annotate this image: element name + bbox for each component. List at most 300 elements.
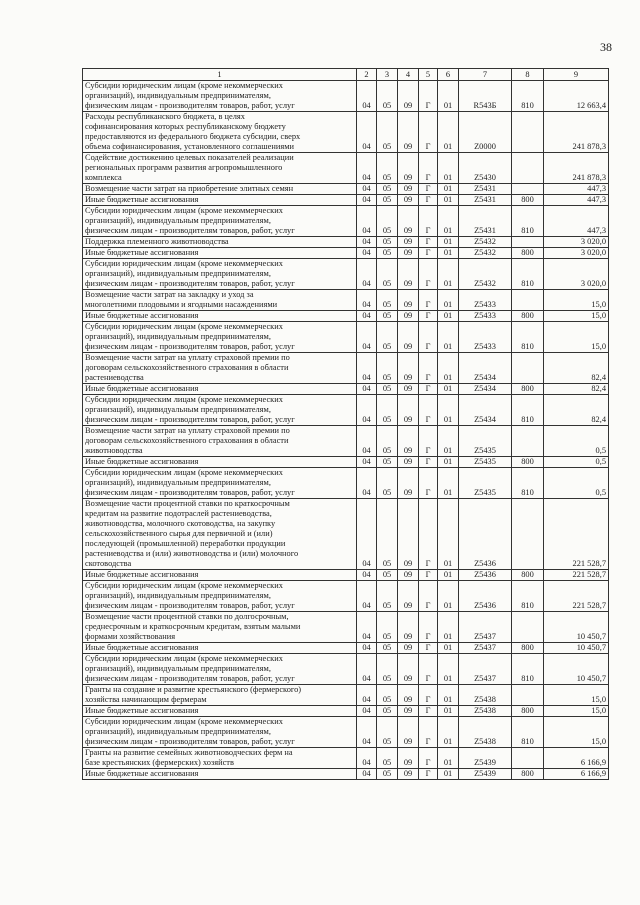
expense-type-cell: [512, 184, 544, 195]
expense-type-cell: 800: [512, 195, 544, 206]
code-cell: 04: [357, 322, 377, 353]
row-name-cell: Гранты на создание и развитие крестьянского (фермерского) хозяйства начинающим фермерам: [83, 685, 357, 706]
code-cell: 05: [377, 499, 398, 570]
row-name-cell: Иные бюджетные ассигнования: [83, 769, 357, 780]
amount-cell: 10 450,7: [544, 612, 609, 643]
code-cell: 09: [398, 769, 419, 780]
code-cell: 04: [357, 748, 377, 769]
code-cell: 09: [398, 184, 419, 195]
code-cell: 09: [398, 468, 419, 499]
row-name-cell: Возмещение части затрат на закладку и уход за многолетними плодовыми и ягодными насаждениями: [83, 290, 357, 311]
table-row: [83, 706, 609, 717]
code-cell: 04: [357, 290, 377, 311]
code-cell: 01: [438, 717, 459, 748]
amount-cell: 3 020,0: [544, 259, 609, 290]
row-name-cell: Субсидии юридическим лицам (кроме некоммерческих организаций), индивидуальным предпринимателям, физическим лицам - производителям товаров, работ, услуг: [83, 581, 357, 612]
expense-type-cell: 800: [512, 457, 544, 468]
row-name-cell: Субсидии юридическим лицам (кроме некоммерческих организаций), индивидуальным предпринимателям, физическим лицам - производителям товаров, работ, услуг: [83, 717, 357, 748]
table-row: [83, 81, 609, 112]
code-cell: Г: [419, 237, 438, 248]
code-cell: 05: [377, 654, 398, 685]
code-cell: 01: [438, 384, 459, 395]
code-cell: Г: [419, 769, 438, 780]
code-cell: 04: [357, 184, 377, 195]
table-body: [83, 81, 609, 780]
code-cell: 09: [398, 384, 419, 395]
target-code-cell: Z5436: [459, 499, 512, 570]
expense-type-cell: 800: [512, 643, 544, 654]
code-cell: 05: [377, 581, 398, 612]
row-name-cell: Возмещение части процентной ставки по долгосрочным, среднесрочным и краткосрочным кредитам, взятым малыми формами хозяйствования: [83, 612, 357, 643]
code-cell: 05: [377, 384, 398, 395]
column-header: 7: [459, 69, 512, 81]
target-code-cell: Z5431: [459, 184, 512, 195]
code-cell: 09: [398, 457, 419, 468]
table-row: [83, 237, 609, 248]
code-cell: Г: [419, 612, 438, 643]
code-cell: 04: [357, 237, 377, 248]
row-name-cell: Иные бюджетные ассигнования: [83, 643, 357, 654]
row-name-cell: Иные бюджетные ассигнования: [83, 570, 357, 581]
code-cell: Г: [419, 384, 438, 395]
amount-cell: 15,0: [544, 717, 609, 748]
row-name-cell: Возмещение части процентной ставки по краткосрочным кредитам на развитие подотраслей растениеводства, животноводства, молочного скотоводства, на закупку сельскохозяйственного сырья для первичной и (или) последующей (промышленной) переработки продукции растениеводства и (или) животноводства и (или) молочного скотоводства: [83, 499, 357, 570]
table-row: [83, 195, 609, 206]
target-code-cell: Z5437: [459, 612, 512, 643]
code-cell: 09: [398, 717, 419, 748]
amount-cell: 241 878,3: [544, 153, 609, 184]
code-cell: 01: [438, 468, 459, 499]
amount-cell: 0,5: [544, 426, 609, 457]
table-row: [83, 206, 609, 237]
amount-cell: 0,5: [544, 468, 609, 499]
amount-cell: 15,0: [544, 706, 609, 717]
code-cell: 04: [357, 353, 377, 384]
code-cell: Г: [419, 499, 438, 570]
target-code-cell: Z5430: [459, 153, 512, 184]
code-cell: Г: [419, 311, 438, 322]
table-row: [83, 468, 609, 499]
expense-type-cell: [512, 748, 544, 769]
code-cell: Г: [419, 706, 438, 717]
target-code-cell: Z5434: [459, 353, 512, 384]
code-cell: 04: [357, 384, 377, 395]
code-cell: Г: [419, 290, 438, 311]
expense-type-cell: 810: [512, 322, 544, 353]
target-code-cell: Z5432: [459, 259, 512, 290]
code-cell: 09: [398, 581, 419, 612]
code-cell: 01: [438, 322, 459, 353]
code-cell: 09: [398, 112, 419, 153]
code-cell: 04: [357, 769, 377, 780]
code-cell: 04: [357, 153, 377, 184]
table-row: [83, 570, 609, 581]
row-name-cell: Иные бюджетные ассигнования: [83, 248, 357, 259]
code-cell: 09: [398, 353, 419, 384]
target-code-cell: Z5436: [459, 570, 512, 581]
expense-type-cell: 800: [512, 248, 544, 259]
code-cell: 05: [377, 426, 398, 457]
target-code-cell: Z5433: [459, 322, 512, 353]
code-cell: 01: [438, 395, 459, 426]
code-cell: 01: [438, 769, 459, 780]
code-cell: 01: [438, 195, 459, 206]
amount-cell: 82,4: [544, 353, 609, 384]
row-name-cell: Возмещение части затрат на уплату страховой премии по договорам сельскохозяйственного страхования в области животноводства: [83, 426, 357, 457]
code-cell: 09: [398, 311, 419, 322]
expense-type-cell: 810: [512, 259, 544, 290]
code-cell: 09: [398, 290, 419, 311]
row-name-cell: Гранты на развитие семейных животноводческих ферм на базе крестьянских (фермерских) хозяйств: [83, 748, 357, 769]
code-cell: 01: [438, 311, 459, 322]
code-cell: 04: [357, 248, 377, 259]
code-cell: Г: [419, 195, 438, 206]
table-row: [83, 322, 609, 353]
amount-cell: 15,0: [544, 290, 609, 311]
amount-cell: 82,4: [544, 384, 609, 395]
code-cell: Г: [419, 717, 438, 748]
table-row: [83, 717, 609, 748]
target-code-cell: Z5437: [459, 654, 512, 685]
code-cell: 09: [398, 570, 419, 581]
code-cell: 01: [438, 290, 459, 311]
expense-type-cell: 810: [512, 581, 544, 612]
code-cell: 05: [377, 290, 398, 311]
code-cell: 05: [377, 395, 398, 426]
code-cell: Г: [419, 112, 438, 153]
table-row: [83, 499, 609, 570]
expense-type-cell: [512, 237, 544, 248]
code-cell: Г: [419, 457, 438, 468]
expense-type-cell: 800: [512, 570, 544, 581]
table-row: [83, 353, 609, 384]
code-cell: 01: [438, 654, 459, 685]
code-cell: 05: [377, 184, 398, 195]
code-cell: 01: [438, 237, 459, 248]
target-code-cell: Z5431: [459, 195, 512, 206]
amount-cell: 6 166,9: [544, 748, 609, 769]
amount-cell: 82,4: [544, 395, 609, 426]
code-cell: Г: [419, 353, 438, 384]
expense-type-cell: [512, 612, 544, 643]
code-cell: 01: [438, 570, 459, 581]
amount-cell: 447,3: [544, 195, 609, 206]
expense-type-cell: 810: [512, 395, 544, 426]
target-code-cell: Z5438: [459, 706, 512, 717]
row-name-cell: Субсидии юридическим лицам (кроме некоммерческих организаций), индивидуальным предпринимателям, физическим лицам - производителям товаров, работ, услуг: [83, 654, 357, 685]
code-cell: 05: [377, 769, 398, 780]
expense-type-cell: 800: [512, 311, 544, 322]
header-row: [83, 69, 609, 81]
code-cell: 05: [377, 468, 398, 499]
expense-type-cell: 810: [512, 717, 544, 748]
code-cell: 05: [377, 206, 398, 237]
code-cell: 04: [357, 468, 377, 499]
code-cell: 01: [438, 643, 459, 654]
code-cell: Г: [419, 322, 438, 353]
row-name-cell: Субсидии юридическим лицам (кроме некоммерческих организаций), индивидуальным предпринимателям, физическим лицам - производителям товаров, работ, услуг: [83, 259, 357, 290]
code-cell: 04: [357, 311, 377, 322]
code-cell: 04: [357, 81, 377, 112]
code-cell: 09: [398, 612, 419, 643]
code-cell: 01: [438, 184, 459, 195]
code-cell: 09: [398, 748, 419, 769]
code-cell: 05: [377, 717, 398, 748]
code-cell: 01: [438, 457, 459, 468]
expense-type-cell: 810: [512, 81, 544, 112]
code-cell: 04: [357, 643, 377, 654]
code-cell: Г: [419, 153, 438, 184]
code-cell: Г: [419, 581, 438, 612]
target-code-cell: R543Б: [459, 81, 512, 112]
code-cell: 05: [377, 570, 398, 581]
code-cell: Г: [419, 184, 438, 195]
table-row: [83, 748, 609, 769]
code-cell: 01: [438, 612, 459, 643]
amount-cell: 15,0: [544, 311, 609, 322]
target-code-cell: Z0000: [459, 112, 512, 153]
code-cell: 05: [377, 322, 398, 353]
row-name-cell: Субсидии юридическим лицам (кроме некоммерческих организаций), индивидуальным предпринимателям, физическим лицам - производителям товаров, работ, услуг: [83, 206, 357, 237]
target-code-cell: Z5437: [459, 643, 512, 654]
table-row: [83, 654, 609, 685]
code-cell: 09: [398, 195, 419, 206]
code-cell: 09: [398, 643, 419, 654]
code-cell: 01: [438, 259, 459, 290]
table-row: [83, 395, 609, 426]
code-cell: 09: [398, 395, 419, 426]
row-name-cell: Субсидии юридическим лицам (кроме некоммерческих организаций), индивидуальным предпринимателям, физическим лицам - производителям товаров, работ, услуг: [83, 468, 357, 499]
code-cell: 01: [438, 112, 459, 153]
amount-cell: 447,3: [544, 184, 609, 195]
code-cell: Г: [419, 654, 438, 685]
code-cell: 09: [398, 81, 419, 112]
code-cell: 01: [438, 499, 459, 570]
code-cell: 09: [398, 248, 419, 259]
code-cell: Г: [419, 206, 438, 237]
code-cell: 04: [357, 259, 377, 290]
code-cell: 05: [377, 353, 398, 384]
expense-type-cell: [512, 153, 544, 184]
amount-cell: 447,3: [544, 206, 609, 237]
expense-type-cell: [512, 685, 544, 706]
amount-cell: 3 020,0: [544, 237, 609, 248]
amount-cell: 10 450,7: [544, 643, 609, 654]
target-code-cell: Z5436: [459, 581, 512, 612]
amount-cell: 221 528,7: [544, 581, 609, 612]
code-cell: 01: [438, 426, 459, 457]
code-cell: 05: [377, 259, 398, 290]
code-cell: 04: [357, 499, 377, 570]
code-cell: 01: [438, 706, 459, 717]
code-cell: 04: [357, 570, 377, 581]
code-cell: 05: [377, 112, 398, 153]
table-row: [83, 184, 609, 195]
target-code-cell: Z5435: [459, 468, 512, 499]
code-cell: 01: [438, 353, 459, 384]
table-row: [83, 311, 609, 322]
code-cell: 09: [398, 499, 419, 570]
code-cell: 05: [377, 153, 398, 184]
column-header: 4: [398, 69, 419, 81]
column-header: 2: [357, 69, 377, 81]
code-cell: Г: [419, 685, 438, 706]
code-cell: Г: [419, 259, 438, 290]
code-cell: 04: [357, 195, 377, 206]
amount-cell: 15,0: [544, 322, 609, 353]
table-row: [83, 248, 609, 259]
row-name-cell: Возмещение части затрат на приобретение элитных семян: [83, 184, 357, 195]
expense-type-cell: 800: [512, 706, 544, 717]
table-row: [83, 769, 609, 780]
code-cell: 05: [377, 612, 398, 643]
table-row: [83, 384, 609, 395]
row-name-cell: Иные бюджетные ассигнования: [83, 457, 357, 468]
target-code-cell: Z5438: [459, 685, 512, 706]
code-cell: 04: [357, 717, 377, 748]
row-name-cell: Иные бюджетные ассигнования: [83, 311, 357, 322]
code-cell: Г: [419, 395, 438, 426]
column-header: 3: [377, 69, 398, 81]
code-cell: 04: [357, 612, 377, 643]
row-name-cell: Иные бюджетные ассигнования: [83, 384, 357, 395]
table-row: [83, 685, 609, 706]
target-code-cell: Z5439: [459, 748, 512, 769]
expense-type-cell: [512, 112, 544, 153]
code-cell: 05: [377, 311, 398, 322]
table-row: [83, 112, 609, 153]
code-cell: 01: [438, 581, 459, 612]
code-cell: 05: [377, 643, 398, 654]
code-cell: 04: [357, 426, 377, 457]
table-row: [83, 612, 609, 643]
code-cell: 04: [357, 685, 377, 706]
expense-type-cell: 800: [512, 384, 544, 395]
code-cell: 09: [398, 654, 419, 685]
target-code-cell: Z5433: [459, 311, 512, 322]
code-cell: 01: [438, 748, 459, 769]
budget-table: [82, 68, 609, 780]
expense-type-cell: [512, 353, 544, 384]
target-code-cell: Z5433: [459, 290, 512, 311]
table-row: [83, 153, 609, 184]
code-cell: 09: [398, 706, 419, 717]
code-cell: 04: [357, 457, 377, 468]
target-code-cell: Z5438: [459, 717, 512, 748]
target-code-cell: Z5432: [459, 248, 512, 259]
amount-cell: 15,0: [544, 685, 609, 706]
amount-cell: 12 663,4: [544, 81, 609, 112]
code-cell: 01: [438, 685, 459, 706]
code-cell: 09: [398, 426, 419, 457]
page-number: 38: [600, 40, 612, 54]
code-cell: 01: [438, 153, 459, 184]
row-name-cell: Возмещение части затрат на уплату страховой премии по договорам сельскохозяйственного страхования в области растениеводства: [83, 353, 357, 384]
row-name-cell: Содействие достижению целевых показателей реализации региональных программ развития агропромышленного комплекса: [83, 153, 357, 184]
target-code-cell: Z5439: [459, 769, 512, 780]
code-cell: 05: [377, 706, 398, 717]
code-cell: Г: [419, 570, 438, 581]
expense-type-cell: 800: [512, 769, 544, 780]
amount-cell: 10 450,7: [544, 654, 609, 685]
table-row: [83, 290, 609, 311]
row-name-cell: Иные бюджетные ассигнования: [83, 195, 357, 206]
code-cell: 05: [377, 81, 398, 112]
amount-cell: 3 020,0: [544, 248, 609, 259]
code-cell: Г: [419, 643, 438, 654]
code-cell: 09: [398, 153, 419, 184]
code-cell: 01: [438, 81, 459, 112]
code-cell: Г: [419, 468, 438, 499]
code-cell: 04: [357, 206, 377, 237]
code-cell: 09: [398, 206, 419, 237]
expense-type-cell: 810: [512, 654, 544, 685]
code-cell: 05: [377, 457, 398, 468]
amount-cell: 221 528,7: [544, 499, 609, 570]
row-name-cell: Иные бюджетные ассигнования: [83, 706, 357, 717]
code-cell: 04: [357, 395, 377, 426]
amount-cell: 241 878,3: [544, 112, 609, 153]
column-header: 1: [83, 69, 357, 81]
row-name-cell: Поддержка племенного животноводства: [83, 237, 357, 248]
target-code-cell: Z5435: [459, 457, 512, 468]
row-name-cell: Расходы республиканского бюджета, в целях софинансирования которых республиканскому бюджету предоставляются из федерального бюджета субсидии, сверх объема софинансирования, установленного соглашениями: [83, 112, 357, 153]
table-row: [83, 643, 609, 654]
code-cell: 05: [377, 748, 398, 769]
target-code-cell: Z5435: [459, 426, 512, 457]
target-code-cell: Z5431: [459, 206, 512, 237]
expense-type-cell: [512, 290, 544, 311]
code-cell: 04: [357, 706, 377, 717]
code-cell: 01: [438, 248, 459, 259]
column-header: 6: [438, 69, 459, 81]
code-cell: 05: [377, 195, 398, 206]
column-header: 5: [419, 69, 438, 81]
code-cell: 05: [377, 237, 398, 248]
expense-type-cell: [512, 426, 544, 457]
code-cell: 05: [377, 248, 398, 259]
code-cell: 04: [357, 112, 377, 153]
table-row: [83, 581, 609, 612]
expense-type-cell: 810: [512, 468, 544, 499]
code-cell: Г: [419, 748, 438, 769]
expense-type-cell: 810: [512, 206, 544, 237]
row-name-cell: Субсидии юридическим лицам (кроме некоммерческих организаций), индивидуальным предпринимателям, физическим лицам - производителям товаров, работ, услуг: [83, 395, 357, 426]
column-header: 9: [544, 69, 609, 81]
target-code-cell: Z5432: [459, 237, 512, 248]
code-cell: 01: [438, 206, 459, 237]
code-cell: 04: [357, 581, 377, 612]
expense-type-cell: [512, 499, 544, 570]
target-code-cell: Z5434: [459, 384, 512, 395]
table-row: [83, 457, 609, 468]
code-cell: 09: [398, 259, 419, 290]
code-cell: 05: [377, 685, 398, 706]
code-cell: 09: [398, 237, 419, 248]
code-cell: 09: [398, 685, 419, 706]
code-cell: 04: [357, 654, 377, 685]
target-code-cell: Z5434: [459, 395, 512, 426]
row-name-cell: Субсидии юридическим лицам (кроме некоммерческих организаций), индивидуальным предпринимателям, физическим лицам - производителям товаров, работ, услуг: [83, 322, 357, 353]
table-row: [83, 426, 609, 457]
code-cell: Г: [419, 248, 438, 259]
amount-cell: 6 166,9: [544, 769, 609, 780]
amount-cell: 221 528,7: [544, 570, 609, 581]
code-cell: Г: [419, 81, 438, 112]
row-name-cell: Субсидии юридическим лицам (кроме некоммерческих организаций), индивидуальным предпринимателям, физическим лицам - производителям товаров, работ, услуг: [83, 81, 357, 112]
code-cell: 09: [398, 322, 419, 353]
table-row: [83, 259, 609, 290]
